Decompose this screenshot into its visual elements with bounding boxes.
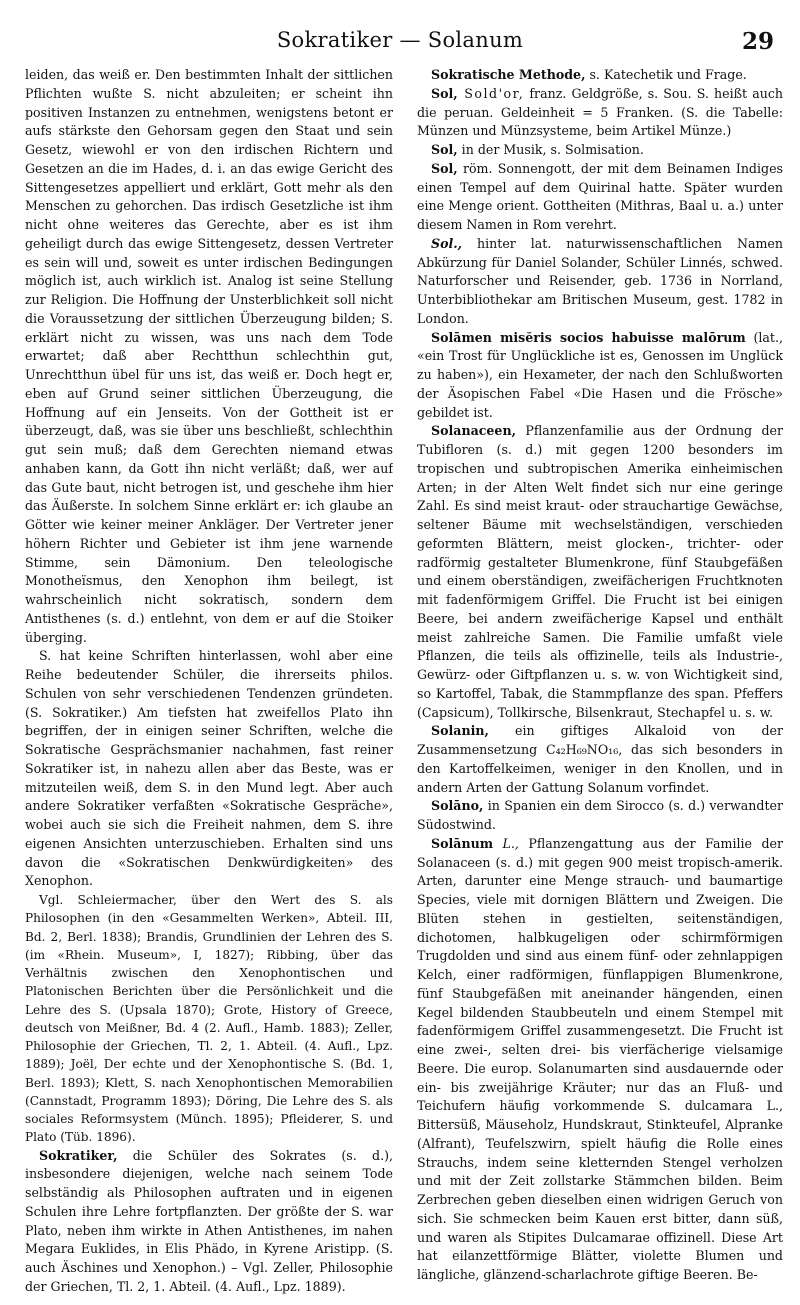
headword: Solāno,	[431, 798, 484, 814]
headword: Sol.,	[431, 235, 463, 251]
headword: Sokratiker,	[39, 1147, 118, 1163]
entry-body: Pflanzengattung aus der Familie der Solanaceen (s. d.) mit gegen 900 meist tropisch-amerik. Arten, darunter eine Menge strauch- und baumartige Species, viele mit dornigen Blättern und Zweigen. Die Blüten stehen in gestielten, seitenständigen, dichotomen, halbkugeligen oder schirmförmigen Trugdolden und sind aus einem fünf- oder zehnlappigen Kelch, einer radförmigen, fünflappigen Blumenkrone, fünf Staubgefäßen mit aneinander hängenden, einen Kegel bildenden Staubbeuteln und einem Stempel mit fadenförmigem Griffel zusammengesetzt. Die Frucht ist eine zwei-, selten drei- bis vierfächerige vielsamige Beere. Die europ. Solanumarten sind ausdauernde oder ein- bis zweijährige Kräuter; nur das an Fluß- und Teichufern häufig vorkommende S. dulcamara L., Bittersüß, Mäuseholz, Hundskraut, Stinkteufel, Alpranke (Alfrant), Teufelszwirn, spielt häufig die Rolle eines Strauchs, indem seine kletternden Stengel verholzen und mit der Zeit zollstarke Stämmchen bilden. Beim Zerbrechen geben dieselben einen widrigen Geruch von sich. Sie schmecken beim Kauen erst bitter, dann süß, und waren als Stipites Dulcamarae offizinell. Diese Art hat eilanzettförmige Blätter, violette Blumen und längliche, glänzend-scharlachrote giftige Beeren. Be-	[417, 835, 783, 1282]
running-header	[22, 28, 778, 62]
left-column	[25, 66, 393, 1296]
literature-references: Vgl. Schleiermacher, über den Wert des S. als Philosophen (in den «Gesammelten Werken», Abteil. III, Bd. 2, Berl. 1838); Brandis, Grundlinien der Lehren des S. (im «Rhein. Museum», I, 1827); Ribbing, über das Verhältnis zwischen den Xenophontischen und Platonischen Berichten über die Persönlichkeit und die Lehre des S. (Upsala 1870); Grote, History of Greece, deutsch von Meißner, Bd. 4 (2. Aufl., Hamb. 1883); Zeller, Philosophie der Griechen, Tl. 2, 1. Abteil. (4. Aufl., Lpz. 1889); Joël, Der echte und der Xenophontische S. (Bd. 1, Berl. 1893); Klett, S. nach Xenophontischen Memorabilien (Cannstadt, Programm 1893); Döring, Die Lehre des S. als sociales Reformsystem (Münch. 1895); Pfleiderer, S. und Plato (Tüb. 1896).	[25, 893, 393, 1145]
headword: Sol,	[431, 85, 458, 101]
entry-body: ein giftiges Alkaloid von der Zusammensetzung C₄₂H₆₉NO₁₆, das sich besonders in den Kartoffelkeimen, weniger in den Knollen, und in andern Arten der Gattung Solanum vorfindet.	[417, 723, 783, 795]
entry-solanum	[417, 835, 783, 1285]
page-number: 29	[741, 28, 774, 55]
paragraph-sokrates-continued: leiden, das weiß er. Den bestimmten Inhalt der sittlichen Pflichten wußte S. nicht abzuleiten; er scheint ihn positiven Instanzen zu entnehmen, wenigstens betont er aufs stärkste den Gehorsam gegen den Staat und sein Gesetz, wiewohl er von den irdischen Richtern und Gesetzen an die im Hades, d. i. an das ewige Gericht des Sittengesetzes appelliert und erklärt, Gott mehr als den Menschen zu gehorchen. Das irdisch Gesetzliche ist ihm nicht ohne weiteres das Gerechte, aber es ist ihm geheiligt durch das ewige Sittengesetz, dessen Vertreter es sein will und, soweit es unter irdischen Bedingungen möglich ist, auch wirklich ist. Analog ist seine Stellung zur Religion. Die Hoffnung der Unsterblichkeit soll nicht die Voraussetzung der sittlichen Überzeugung bilden; S. erklärt nicht zu wissen, was uns nach dem Tode erwartet; daß aber Rechtthun schlechthin gut, Unrechtthun übel für uns ist, das weiß er. Doch hegt er, eben auf Grund seiner sittlichen Überzeugung, die Hoffnung auf ein Jenseits. Von der Gottheit ist er überzeugt, daß, was sie über uns beschließt, schlechthin gut sein muß; daß dem Gerechten niemand etwas anhaben kann, da Gott ihn nicht verläßt; daß, wer auf das Gute baut, nicht betrogen ist, und geschehe ihm hier das Äußerste. In solchem Sinne erklärt er: ich glaube an Götter wie keiner meiner Ankläger. Der Vertreter jener höhern Richter und Gebieter ist ihm jene warnende Stimme, sein Dämonium. Den teleologische Monotheïsmus, den Xenophon ihm beilegt, ist wahrscheinlich nicht sokratisch, sondern dem Antisthenes (s. d.) entlehnt, von dem er auf die Stoiker überging.	[25, 67, 393, 645]
entry-body: hinter lat. naturwissenschaftlichen Namen Abkürzung für Daniel Solander, Schüler Linnés, schwed. Naturforscher und Reisender, geb. 1736 in Norrland, Unterbibliothekar am Britischen Museum, gest. 1782 in London.	[417, 235, 783, 326]
spaced-term: Sold'or,	[457, 85, 525, 101]
entry-body: die Schüler des Sokrates (s. d.), insbesondere diejenigen, welche nach seinem Tode selbständig als Philosophen auftraten und in eigenen Schulen ihre Lehre fortpflanzten. Der größte der S. war Plato, neben ihm wirkte in Athen Antisthenes, im nahen Megara Euklides, in Elis Phädo, in Kyrene Aristipp. (S. auch Äschines und Xenophon.) – Vgl. Zeller, Philosophie der Griechen, Tl. 2, 1. Abteil. (4. Aufl., Lpz. 1889).	[25, 1147, 393, 1294]
headword: Sokratische Methode,	[431, 67, 586, 82]
header-title: Sokratiker — Solanum	[276, 28, 524, 52]
headword: Solanin,	[431, 723, 489, 739]
headword: Solanaceen,	[431, 423, 516, 439]
entry-solamen	[417, 329, 783, 423]
entry-body: (lat., «ein Trost für Unglückliche ist es, Genossen im Unglück zu haben»), ein Hexameter, der nach den Schlußworten der Äsopischen Fabel «Die Hasen und die Frösche» gebildet ist.	[417, 329, 783, 420]
headword: Solānum	[431, 835, 494, 851]
entry-body: s. Katechetik und Frage.	[585, 67, 747, 82]
entry-body: Pflanzenfamilie aus der Ordnung der Tubifloren (s. d.) mit gegen 1200 besonders im tropischen und subtropischen Amerika einheimischen Arten; in der Alten Welt findet sich nur eine geringe Zahl. Es sind meist kraut- oder strauchartige Gewächse, seltener Bäume mit wechselständigen, verschieden geformten Blättern, meist glocken-, trichter- oder radförmig gestalteter Blumenkrone, fünf Staubgefäßen und einem oberständigen, zweifächerigen Fruchtknoten mit fadenförmigem Griffel. Die Frucht ist bei einigen Beere, bei andern zweifächerige Kapsel und enthält meist zahlreiche Samen. Die Familie umfaßt viele Pflanzen, die teils als offizinelle, teils als Industrie-, Gewürz- oder Giftpflanzen u. s. w. von Wichtigkeit sind, so Kartoffel, Tabak, die Stammpflanze des span. Pfeffers (Capsicum), Tollkirsche, Bilsenkraut, Stechapfel u. s. w.	[417, 423, 783, 720]
entry-sol-music	[417, 141, 783, 160]
entry-body: franz. Geldgröße, s. Sou. S. heißt auch die peruan. Geldeinheit = 5 Franken. (S. die Tabelle: Münzen und Münzsysteme, beim Artikel Münze.)	[417, 85, 783, 139]
entry-body: in Spanien ein dem Sirocco (s. d.) verwandter Südostwind.	[417, 798, 783, 832]
entry-sol-abbrev	[417, 235, 783, 329]
headword: Sol,	[431, 142, 458, 157]
paragraph-sokrates-schools: S. hat keine Schriften hinterlassen, wohl aber eine Reihe bedeutender Schüler, die ihrerseits philos. Schulen von sehr verschiedenen Tendenzen gründeten. (S. Sokratiker.) Am tiefsten hat zweifellos Plato ihn begriffen, der in einigen seiner Schriften, welche die Sokratische Gesprächsmanier nachahmen, fast reiner Sokratiker ist, in nahezu allen aber das Beste, was er mitzuteilen weiß, dem S. in den Mund legt. Aber auch andere Sokratiker verfaßten «Sokratische Gespräche», wobei auch sie sich die Freiheit nahmen, dem S. ihre eigenen Ansichten unterzuschieben. Erhalten sind uns davon die «Sokratischen Denkwürdigkeiten» des Xenophon.	[25, 648, 393, 889]
entry-sokratiker	[25, 1147, 393, 1297]
headword: Sol,	[431, 160, 458, 176]
entry-solano	[417, 797, 783, 835]
entry-sol-coin	[417, 85, 783, 141]
headword: Solāmen misĕris socios habuisse malōrum	[431, 329, 746, 345]
entry-solanin	[417, 722, 783, 797]
entry-sokratische-methode	[417, 66, 783, 85]
entry-body: röm. Sonnengott, der mit dem Beinamen Indiges einen Tempel auf dem Quirinal hatte. Später wurden eine Menge orient. Gottheiten (Mithras, Baal u. a.) unter diesem Namen in Rom verehrt.	[417, 160, 783, 232]
entry-sol-god	[417, 160, 783, 235]
right-column	[417, 66, 783, 1296]
author-abbrev: L.,	[493, 835, 519, 851]
entry-solanaceen	[417, 422, 783, 722]
entry-body: in der Musik, s. Solmisation.	[457, 142, 644, 157]
